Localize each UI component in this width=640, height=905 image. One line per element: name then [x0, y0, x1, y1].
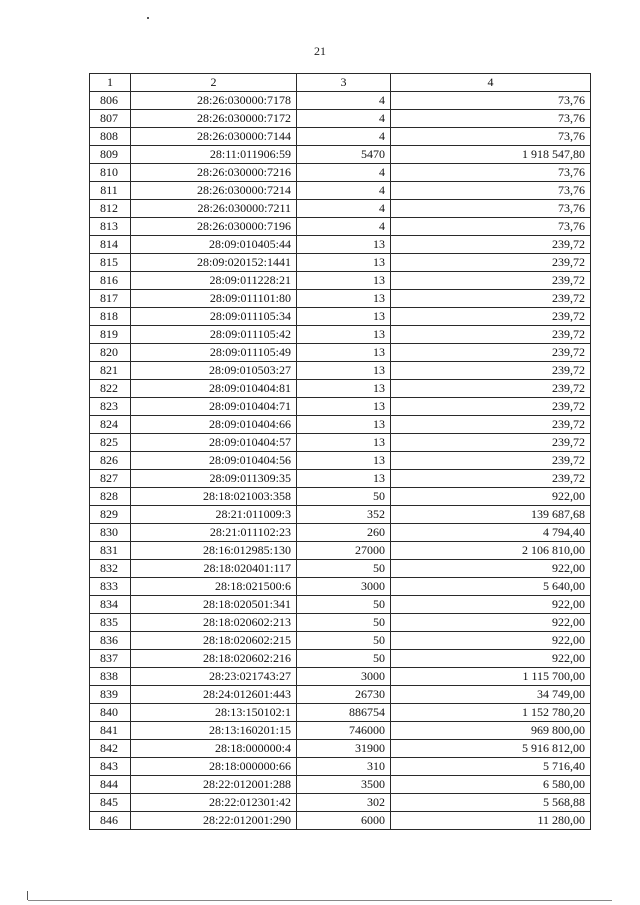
- area-cell: 260: [297, 524, 391, 542]
- row-number-cell: 837: [90, 650, 131, 668]
- table-row: [90, 164, 591, 182]
- cadastral-number-cell: 28:26:030000:7214: [131, 182, 297, 200]
- area-cell: 26730: [297, 686, 391, 704]
- area-cell: 5470: [297, 146, 391, 164]
- row-number-cell: 812: [90, 200, 131, 218]
- table-row: [90, 398, 591, 416]
- amount-cell: 239,72: [391, 398, 591, 416]
- amount-cell: 239,72: [391, 362, 591, 380]
- table-row: [90, 740, 591, 758]
- amount-cell: 239,72: [391, 308, 591, 326]
- table-row: [90, 344, 591, 362]
- table-row: [90, 488, 591, 506]
- area-cell: 352: [297, 506, 391, 524]
- area-cell: 746000: [297, 722, 391, 740]
- table-row: [90, 470, 591, 488]
- cadastral-number-cell: 28:16:012985:130: [131, 542, 297, 560]
- row-number-cell: 814: [90, 236, 131, 254]
- row-number-cell: 816: [90, 272, 131, 290]
- cadastral-number-cell: 28:18:020501:341: [131, 596, 297, 614]
- amount-cell: 922,00: [391, 632, 591, 650]
- area-cell: 310: [297, 758, 391, 776]
- amount-cell: 5 568,88: [391, 794, 591, 812]
- row-number-cell: 843: [90, 758, 131, 776]
- cadastral-number-cell: 28:23:021743:27: [131, 668, 297, 686]
- cadastral-number-cell: 28:18:020602:215: [131, 632, 297, 650]
- row-number-cell: 827: [90, 470, 131, 488]
- area-cell: 50: [297, 596, 391, 614]
- cadastral-number-cell: 28:13:150102:1: [131, 704, 297, 722]
- amount-cell: 73,76: [391, 182, 591, 200]
- column-header-2: 2: [131, 74, 297, 92]
- amount-cell: 922,00: [391, 596, 591, 614]
- table-row: [90, 326, 591, 344]
- table-row: [90, 308, 591, 326]
- area-cell: 886754: [297, 704, 391, 722]
- row-number-cell: 817: [90, 290, 131, 308]
- row-number-cell: 806: [90, 92, 131, 110]
- table-row: [90, 200, 591, 218]
- table-row: [90, 218, 591, 236]
- table-row: [90, 758, 591, 776]
- data-table: [89, 73, 591, 830]
- area-cell: 302: [297, 794, 391, 812]
- amount-cell: 239,72: [391, 236, 591, 254]
- area-cell: 50: [297, 488, 391, 506]
- area-cell: 13: [297, 398, 391, 416]
- amount-cell: 1 115 700,00: [391, 668, 591, 686]
- amount-cell: 239,72: [391, 380, 591, 398]
- row-number-cell: 815: [90, 254, 131, 272]
- area-cell: 13: [297, 290, 391, 308]
- cadastral-number-cell: 28:09:011105:49: [131, 344, 297, 362]
- area-cell: 4: [297, 110, 391, 128]
- row-number-cell: 811: [90, 182, 131, 200]
- area-cell: 13: [297, 416, 391, 434]
- table-row: [90, 146, 591, 164]
- area-cell: 13: [297, 236, 391, 254]
- amount-cell: 239,72: [391, 470, 591, 488]
- cadastral-number-cell: 28:26:030000:7196: [131, 218, 297, 236]
- table-row: [90, 380, 591, 398]
- cadastral-number-cell: 28:18:021003:358: [131, 488, 297, 506]
- amount-cell: 73,76: [391, 110, 591, 128]
- row-number-cell: 825: [90, 434, 131, 452]
- row-number-cell: 807: [90, 110, 131, 128]
- table-row: [90, 128, 591, 146]
- row-number-cell: 826: [90, 452, 131, 470]
- table-row: [90, 254, 591, 272]
- cadastral-number-cell: 28:09:011105:34: [131, 308, 297, 326]
- area-cell: 13: [297, 434, 391, 452]
- cadastral-number-cell: 28:09:011105:42: [131, 326, 297, 344]
- row-number-cell: 838: [90, 668, 131, 686]
- cadastral-number-cell: 28:09:010404:81: [131, 380, 297, 398]
- cadastral-number-cell: 28:22:012001:288: [131, 776, 297, 794]
- area-cell: 13: [297, 308, 391, 326]
- area-cell: 13: [297, 380, 391, 398]
- amount-cell: 239,72: [391, 344, 591, 362]
- table-row: [90, 110, 591, 128]
- amount-cell: 73,76: [391, 200, 591, 218]
- area-cell: 13: [297, 326, 391, 344]
- area-cell: 13: [297, 254, 391, 272]
- table-row: [90, 182, 591, 200]
- cadastral-number-cell: 28:09:011101:80: [131, 290, 297, 308]
- table-row: [90, 506, 591, 524]
- cadastral-number-cell: 28:13:160201:15: [131, 722, 297, 740]
- cadastral-number-cell: 28:09:011309:35: [131, 470, 297, 488]
- amount-cell: 239,72: [391, 434, 591, 452]
- area-cell: 4: [297, 92, 391, 110]
- cadastral-number-cell: 28:09:010404:57: [131, 434, 297, 452]
- row-number-cell: 841: [90, 722, 131, 740]
- page-number: 21: [314, 44, 326, 58]
- amount-cell: 239,72: [391, 290, 591, 308]
- amount-cell: 239,72: [391, 326, 591, 344]
- amount-cell: 239,72: [391, 416, 591, 434]
- amount-cell: 6 580,00: [391, 776, 591, 794]
- row-number-cell: 828: [90, 488, 131, 506]
- cadastral-number-cell: 28:09:020152:1441: [131, 254, 297, 272]
- table-row: [90, 416, 591, 434]
- table-row: [90, 236, 591, 254]
- row-number-cell: 829: [90, 506, 131, 524]
- column-header-3: 3: [297, 74, 391, 92]
- amount-cell: 73,76: [391, 92, 591, 110]
- cadastral-number-cell: 28:09:010404:66: [131, 416, 297, 434]
- area-cell: 4: [297, 182, 391, 200]
- cadastral-number-cell: 28:18:021500:6: [131, 578, 297, 596]
- area-cell: 3000: [297, 668, 391, 686]
- row-number-cell: 845: [90, 794, 131, 812]
- row-number-cell: 832: [90, 560, 131, 578]
- amount-cell: 139 687,68: [391, 506, 591, 524]
- cadastral-number-cell: 28:26:030000:7144: [131, 128, 297, 146]
- row-number-cell: 810: [90, 164, 131, 182]
- scan-speck: [147, 17, 149, 19]
- amount-cell: 239,72: [391, 254, 591, 272]
- area-cell: 13: [297, 344, 391, 362]
- scan-speck: [27, 891, 28, 900]
- table-row: [90, 524, 591, 542]
- cadastral-number-cell: 28:09:010405:44: [131, 236, 297, 254]
- table-row: [90, 290, 591, 308]
- row-number-cell: 819: [90, 326, 131, 344]
- cadastral-number-cell: 28:22:012001:290: [131, 812, 297, 830]
- amount-cell: 922,00: [391, 650, 591, 668]
- row-number-cell: 813: [90, 218, 131, 236]
- row-number-cell: 839: [90, 686, 131, 704]
- cadastral-number-cell: 28:26:030000:7178: [131, 92, 297, 110]
- table-row: [90, 92, 591, 110]
- table-row: [90, 794, 591, 812]
- table-body: [90, 74, 591, 830]
- table-row: [90, 776, 591, 794]
- cadastral-number-cell: 28:21:011009:3: [131, 506, 297, 524]
- area-cell: 50: [297, 560, 391, 578]
- table-row: [90, 722, 591, 740]
- row-number-cell: 833: [90, 578, 131, 596]
- amount-cell: 73,76: [391, 164, 591, 182]
- table-row: [90, 686, 591, 704]
- amount-cell: 4 794,40: [391, 524, 591, 542]
- row-number-cell: 830: [90, 524, 131, 542]
- cadastral-number-cell: 28:18:000000:66: [131, 758, 297, 776]
- cadastral-number-cell: 28:26:030000:7211: [131, 200, 297, 218]
- cadastral-number-cell: 28:24:012601:443: [131, 686, 297, 704]
- area-cell: 13: [297, 452, 391, 470]
- table-header-row: [90, 74, 591, 92]
- amount-cell: 922,00: [391, 614, 591, 632]
- amount-cell: 11 280,00: [391, 812, 591, 830]
- row-number-cell: 835: [90, 614, 131, 632]
- area-cell: 3000: [297, 578, 391, 596]
- row-number-cell: 834: [90, 596, 131, 614]
- row-number-cell: 824: [90, 416, 131, 434]
- amount-cell: 2 106 810,00: [391, 542, 591, 560]
- amount-cell: 73,76: [391, 128, 591, 146]
- row-number-cell: 809: [90, 146, 131, 164]
- row-number-cell: 821: [90, 362, 131, 380]
- area-cell: 50: [297, 632, 391, 650]
- table-row: [90, 704, 591, 722]
- amount-cell: 239,72: [391, 272, 591, 290]
- table-row: [90, 578, 591, 596]
- amount-cell: 5 916 812,00: [391, 740, 591, 758]
- table-row: [90, 596, 591, 614]
- cadastral-number-cell: 28:09:010503:27: [131, 362, 297, 380]
- table-row: [90, 650, 591, 668]
- area-cell: 27000: [297, 542, 391, 560]
- row-number-cell: 823: [90, 398, 131, 416]
- amount-cell: 73,76: [391, 218, 591, 236]
- amount-cell: 34 749,00: [391, 686, 591, 704]
- amount-cell: 1 152 780,20: [391, 704, 591, 722]
- amount-cell: 5 640,00: [391, 578, 591, 596]
- table-row: [90, 362, 591, 380]
- cadastral-number-cell: 28:26:030000:7172: [131, 110, 297, 128]
- cadastral-number-cell: 28:18:020602:213: [131, 614, 297, 632]
- cadastral-number-cell: 28:09:010404:56: [131, 452, 297, 470]
- cadastral-number-cell: 28:11:011906:59: [131, 146, 297, 164]
- row-number-cell: 822: [90, 380, 131, 398]
- amount-cell: 5 716,40: [391, 758, 591, 776]
- table-row: [90, 632, 591, 650]
- row-number-cell: 818: [90, 308, 131, 326]
- row-number-cell: 844: [90, 776, 131, 794]
- amount-cell: 922,00: [391, 488, 591, 506]
- column-header-4: 4: [391, 74, 591, 92]
- area-cell: 13: [297, 272, 391, 290]
- cadastral-number-cell: 28:22:012301:42: [131, 794, 297, 812]
- area-cell: 3500: [297, 776, 391, 794]
- cadastral-number-cell: 28:09:011228:21: [131, 272, 297, 290]
- cadastral-number-cell: 28:18:020401:117: [131, 560, 297, 578]
- row-number-cell: 831: [90, 542, 131, 560]
- cadastral-number-cell: 28:09:010404:71: [131, 398, 297, 416]
- row-number-cell: 842: [90, 740, 131, 758]
- table-row: [90, 434, 591, 452]
- area-cell: 50: [297, 614, 391, 632]
- cadastral-number-cell: 28:18:000000:4: [131, 740, 297, 758]
- row-number-cell: 846: [90, 812, 131, 830]
- table-row: [90, 560, 591, 578]
- area-cell: 4: [297, 164, 391, 182]
- area-cell: 4: [297, 218, 391, 236]
- cadastral-number-cell: 28:26:030000:7216: [131, 164, 297, 182]
- table-row: [90, 542, 591, 560]
- amount-cell: 922,00: [391, 560, 591, 578]
- area-cell: 13: [297, 362, 391, 380]
- cadastral-number-cell: 28:21:011102:23: [131, 524, 297, 542]
- column-header-1: 1: [90, 74, 131, 92]
- table-row: [90, 812, 591, 830]
- area-cell: 13: [297, 470, 391, 488]
- row-number-cell: 808: [90, 128, 131, 146]
- area-cell: 4: [297, 128, 391, 146]
- row-number-cell: 820: [90, 344, 131, 362]
- area-cell: 6000: [297, 812, 391, 830]
- page-bottom-rule: [28, 900, 612, 901]
- table-row: [90, 452, 591, 470]
- row-number-cell: 836: [90, 632, 131, 650]
- table-row: [90, 614, 591, 632]
- amount-cell: 969 800,00: [391, 722, 591, 740]
- area-cell: 50: [297, 650, 391, 668]
- area-cell: 4: [297, 200, 391, 218]
- area-cell: 31900: [297, 740, 391, 758]
- amount-cell: 1 918 547,80: [391, 146, 591, 164]
- table-row: [90, 668, 591, 686]
- table-row: [90, 272, 591, 290]
- amount-cell: 239,72: [391, 452, 591, 470]
- cadastral-number-cell: 28:18:020602:216: [131, 650, 297, 668]
- row-number-cell: 840: [90, 704, 131, 722]
